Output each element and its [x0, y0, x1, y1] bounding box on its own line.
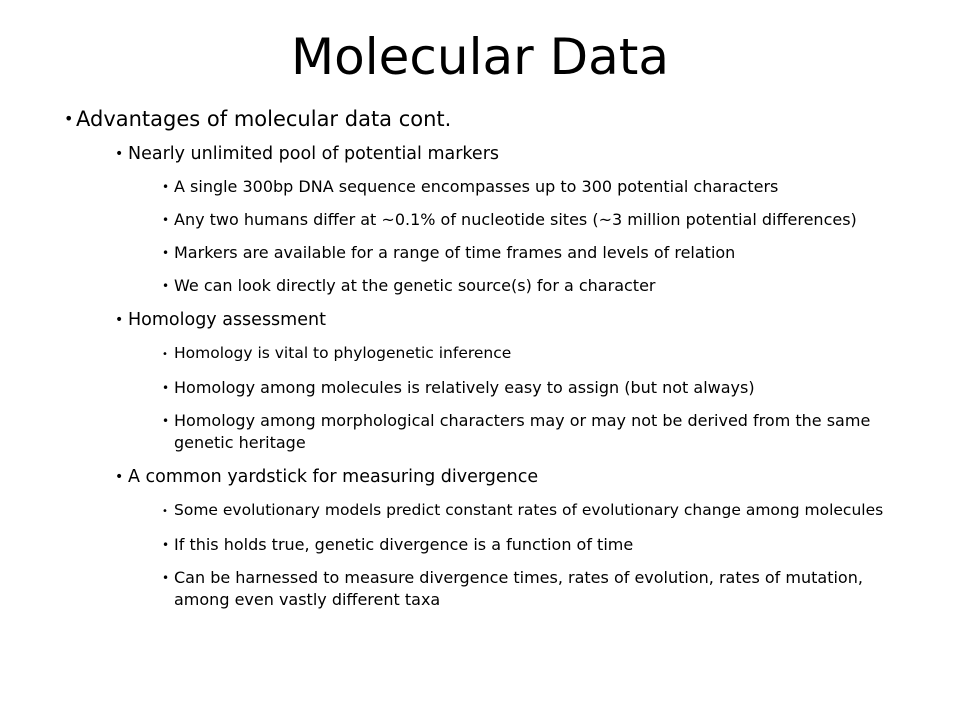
- bullet-item-level-3: [0, 567, 960, 611]
- bullet-item-level-3: [0, 242, 960, 264]
- bullet-item-level-3: [0, 410, 960, 454]
- bullet-text: A common yardstick for measuring divergence: [128, 467, 539, 487]
- bullet-icon: •: [162, 506, 168, 517]
- bullet-icon: •: [162, 246, 170, 260]
- bullet-icon: •: [64, 109, 74, 128]
- bullet-item-level-1: [0, 104, 960, 134]
- bullet-text: Markers are available for a range of time frames and levels of relation: [174, 243, 736, 262]
- bullet-icon: •: [162, 538, 170, 552]
- slide-title: Molecular Data: [291, 28, 669, 86]
- bullet-item-level-3: [0, 342, 960, 366]
- bullet-icon: •: [162, 414, 170, 428]
- bullet-text: Homology among molecules is relatively easy to assign (but not always): [174, 378, 755, 397]
- bullet-text: A single 300bp DNA sequence encompasses up to 300 potential characters: [174, 177, 779, 196]
- bullet-text: Homology among morphological characters may or may not be derived from the same genetic heritage: [174, 411, 871, 452]
- bullet-icon: •: [162, 180, 170, 194]
- bullet-text: Homology is vital to phylogenetic inference: [174, 344, 512, 362]
- bullet-text: If this holds true, genetic divergence is a function of time: [174, 535, 634, 554]
- bullet-text: Any two humans differ at ~0.1% of nucleotide sites (~3 million potential differences): [174, 210, 857, 229]
- bullet-item-level-2: [0, 465, 960, 489]
- bullet-item-level-2: [0, 308, 960, 332]
- bullet-item-level-3: [0, 176, 960, 198]
- bullet-text: Homology assessment: [128, 310, 326, 330]
- bullet-icon: •: [115, 146, 124, 162]
- bullet-icon: •: [162, 279, 170, 293]
- bullet-icon: •: [162, 213, 170, 227]
- bullet-item-level-3: [0, 534, 960, 556]
- bullet-item-level-3: [0, 499, 960, 523]
- bullet-item-level-3: [0, 209, 960, 231]
- bullet-icon: •: [162, 381, 170, 395]
- bullet-text: Some evolutionary models predict constant rates of evolutionary change among molecules: [174, 501, 884, 519]
- bullet-icon: •: [115, 312, 124, 328]
- bullet-item-level-3: [0, 377, 960, 399]
- bullet-text: Can be harnessed to measure divergence times, rates of evolution, rates of mutation, among even vastly different taxa: [174, 568, 863, 609]
- bullet-text: Advantages of molecular data cont.: [76, 107, 452, 131]
- bullet-item-level-2: [0, 142, 960, 166]
- bullet-icon: •: [162, 571, 170, 585]
- bullet-icon: •: [162, 349, 168, 360]
- bullet-text: We can look directly at the genetic source(s) for a character: [174, 276, 656, 295]
- bullet-list: [0, 104, 960, 622]
- bullet-text: Nearly unlimited pool of potential markers: [128, 144, 500, 164]
- bullet-icon: •: [115, 469, 124, 485]
- bullet-item-level-3: [0, 275, 960, 297]
